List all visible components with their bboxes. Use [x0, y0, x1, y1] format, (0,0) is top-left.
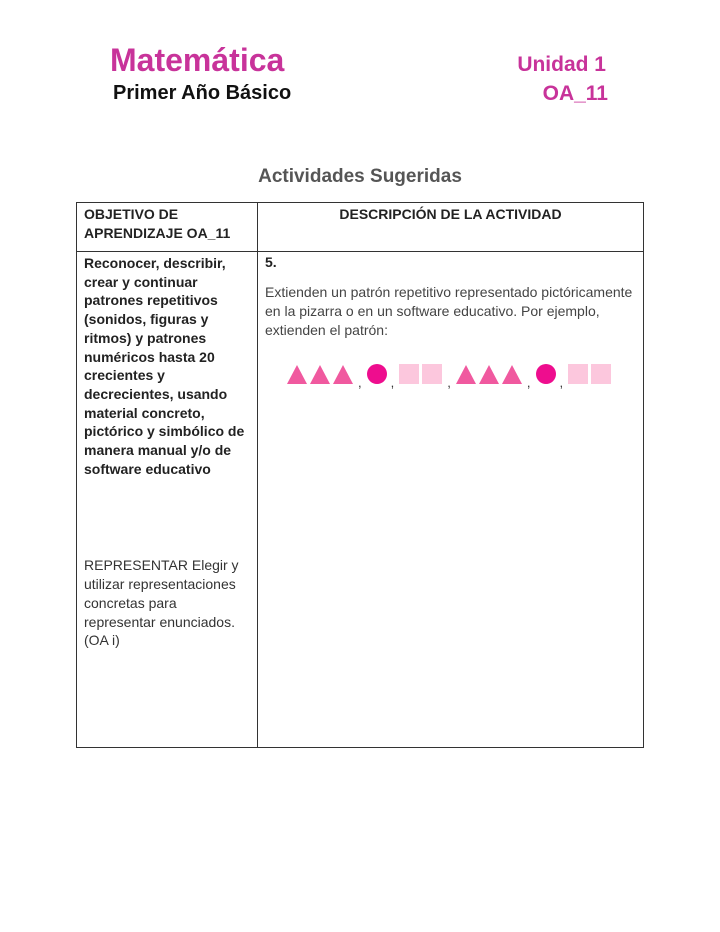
- comma-separator: ,: [447, 375, 451, 390]
- square-icon: [591, 364, 611, 384]
- triangle-icon: [287, 365, 307, 384]
- triangle-icon: [333, 365, 353, 384]
- circle-icon: [536, 364, 556, 384]
- comma-separator: ,: [559, 375, 564, 390]
- oa-code: OA_11: [542, 82, 608, 105]
- triangle-icon: [310, 365, 330, 384]
- shape-pattern: [287, 360, 636, 390]
- unit-label: Unidad 1: [517, 53, 606, 76]
- activities-table: [76, 202, 644, 748]
- header-objective: OBJETIVO DE APRENDIZAJE OA_11: [77, 203, 258, 252]
- activity-text: Extienden un patrón repetitivo representado pictóricamente en la pizarra o en un software educativo. Por ejemplo, extienden el patrón:: [265, 284, 633, 338]
- triangle-icon: [502, 365, 522, 384]
- section-title: Actividades Sugeridas: [258, 166, 462, 187]
- square-icon: [422, 364, 442, 384]
- comma-separator: ,: [390, 375, 395, 390]
- page-title: Matemática: [110, 42, 285, 78]
- triangle-icon: [456, 365, 476, 384]
- table-header-row: [77, 203, 644, 252]
- activity-number: 5.: [265, 254, 277, 270]
- circle-icon: [367, 364, 387, 384]
- triangle-icon: [479, 365, 499, 384]
- comma-separator: ,: [526, 375, 531, 390]
- square-icon: [399, 364, 419, 384]
- objective-cell: [77, 252, 258, 748]
- square-icon: [568, 364, 588, 384]
- description-cell: [258, 252, 644, 748]
- skill-text: REPRESENTAR Elegir y utilizar representaciones concretas para representar enunciados. (OA i): [84, 557, 239, 649]
- objective-text: Reconocer, describir, crear y continuar patrones repetitivos (sonidos, figuras y ritmos) y patrones numéricos hasta 20 crecientes y decrecientes, usando material concreto, pictórico y simbólico de manera manual y/o de software educativo: [84, 255, 245, 477]
- comma-separator: ,: [358, 375, 362, 390]
- table-row: [77, 252, 644, 748]
- grade-subtitle: Primer Año Básico: [113, 82, 292, 104]
- header-description: DESCRIPCIÓN DE LA ACTIVIDAD: [258, 203, 644, 252]
